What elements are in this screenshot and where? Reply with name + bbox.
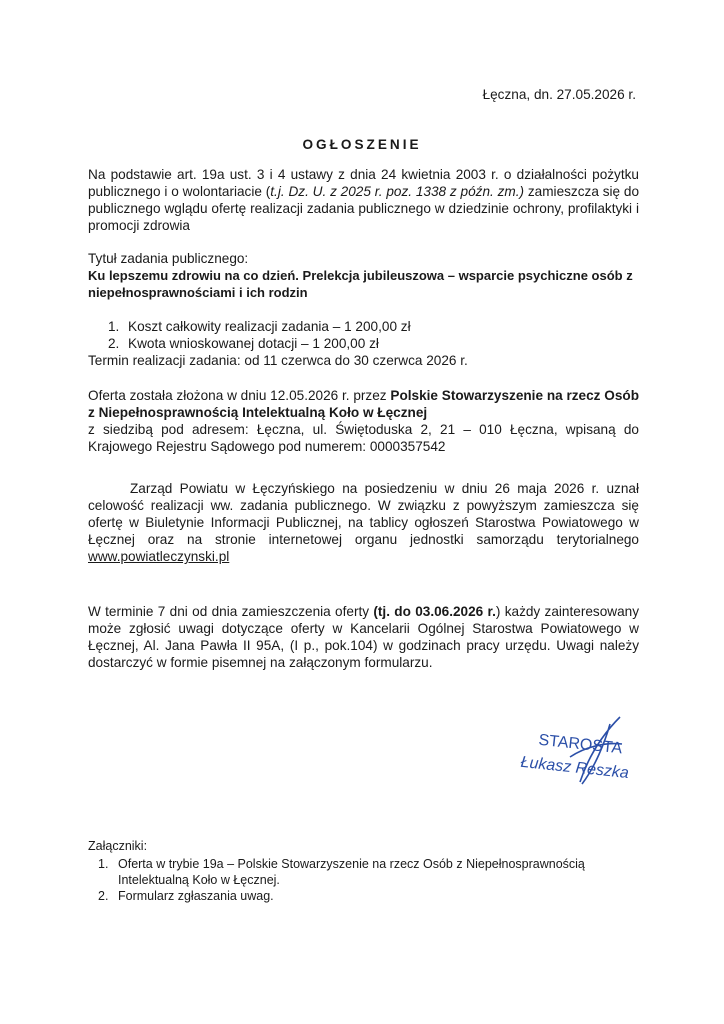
list-item-number: 2. <box>98 889 109 903</box>
list-item-number: 2. <box>108 336 120 351</box>
list-item <box>98 856 639 888</box>
offer-paragraph <box>88 387 639 455</box>
task-title-label: Tytuł zadania publicznego: <box>88 251 249 266</box>
task-term: Termin realizacji zadania: od 11 czerwca do 30 czerwca 2026 r. <box>88 353 468 368</box>
document-date: Łęczna, dn. 27.05.2026 r. <box>482 87 636 102</box>
list-item-text: Kwota wnioskowanej dotacji – 1 200,00 zł <box>128 336 379 351</box>
legal-citation: t.j. Dz. U. z 2025 r. poz. 1338 z późn. zm.) <box>270 184 525 199</box>
deadline-text: W terminie 7 dni od dnia zamieszczenia oferty <box>88 604 374 619</box>
deadline-date: (tj. do 03.06.2026 r. <box>373 604 496 619</box>
board-paragraph <box>88 480 639 565</box>
offer-text-tail: z siedzibą pod adresem: Łęczna, ul. Świętoduska 2, 21 – 010 Łęczna, wpisaną do Krajowego Rejestru Sądowego pod numerem: 0000357542 <box>88 422 639 454</box>
list-item-number: 1. <box>108 319 120 334</box>
list-item-text: Formularz zgłaszania uwag. <box>118 889 274 903</box>
list-item <box>98 888 639 904</box>
task-title: Ku lepszemu zdrowiu na co dzień. Prelekcja jubileuszowa – wsparcie psychiczne osób z niepełnosprawnościami i ich rodzin <box>88 268 633 300</box>
attachments-label: Załączniki: <box>88 839 148 853</box>
list-item-text: Koszt całkowity realizacji zadania – 1 200,00 zł <box>128 319 411 334</box>
deadline-text-tail: ) każdy zainteresowany może zgłosić uwagi dotyczące oferty w Kancelarii Ogólnej Starostwa Powiatowego w Łęcznej, Al. Jana Pawła II 95A, (I p., pok.104) w godzinach pracy urzędu. Uwagi należy dostarczyć w formie pisemnej na załączonym formularzu. <box>88 604 639 670</box>
cost-list <box>88 318 639 352</box>
attachments-list <box>98 856 639 904</box>
intro-paragraph <box>88 166 639 234</box>
website-link[interactable]: www.powiatleczynski.pl <box>88 549 230 564</box>
signature-icon <box>510 712 640 792</box>
document-title: OGŁOSZENIE <box>302 137 422 152</box>
list-item <box>108 335 639 352</box>
board-text: Zarząd Powiatu w Łęczyńskiego na posiedzeniu w dniu 26 maja 2026 r. uznał celowość realizacji ww. zadania publicznego. W związku z powyższym zamieszcza się ofertę w Biuletynie Informacji Publicznej, na tablicy ogłoszeń Starostwa Powiatowego w Łęcznej oraz na stronie internetowej organu jednostki samorządu terytorialnego <box>88 481 639 547</box>
list-item-number: 1. <box>98 857 109 871</box>
list-item-text: Oferta w trybie 19a – Polskie Stowarzyszenie na rzecz Osób z Niepełnosprawnością Intelektualną Koło w Łęcznej. <box>118 857 585 887</box>
offer-text: Oferta została złożona w dniu 12.05.2026 r. przez <box>88 388 391 403</box>
signature-stamp <box>510 712 640 792</box>
intro-text-tail: zamieszcza się do publicznego wglądu ofertę realizacji zadania publicznego w dziedzinie ochrony, profilaktyki i promocji zdrowia <box>88 184 640 233</box>
signature-line-2: Łukasz Reszka <box>519 753 630 783</box>
organization-name: Polskie Stowarzyszenie na rzecz Osób z Niepełnosprawnością Intelektualną Koło w Łęcznej <box>88 388 640 420</box>
deadline-paragraph <box>88 603 639 671</box>
intro-text: Na podstawie art. 19a ust. 3 i 4 ustawy z dnia 24 kwietnia 2003 r. o działalności pożytku publicznego i o wolontariacie ( <box>88 167 639 199</box>
signature-line-1: STAROSTA <box>537 731 623 758</box>
list-item <box>108 318 639 335</box>
